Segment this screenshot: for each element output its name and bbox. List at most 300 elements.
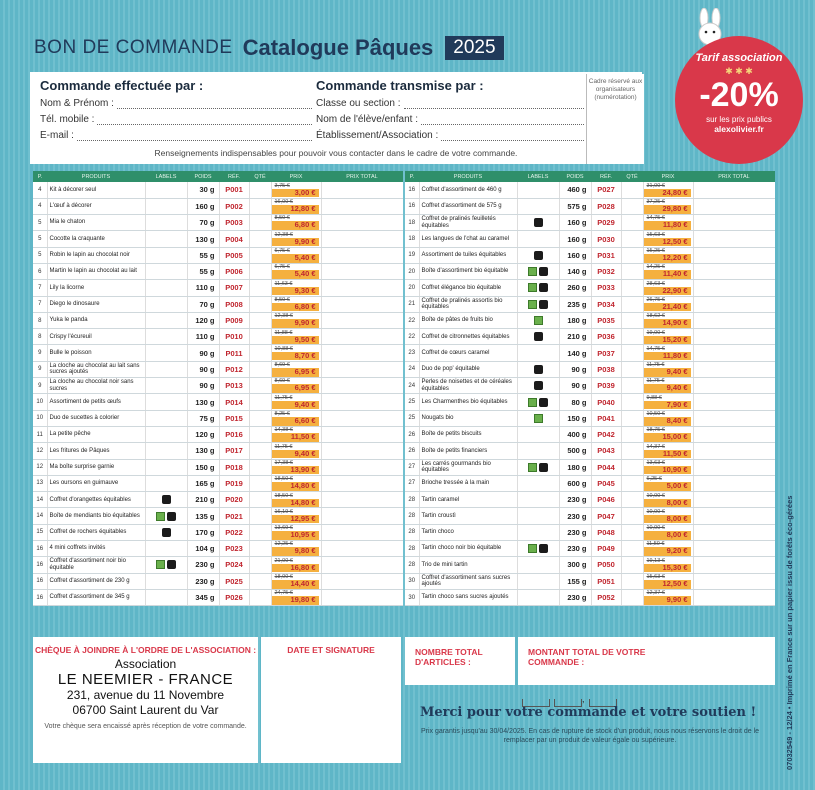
labels-cell (145, 329, 187, 345)
labels-cell (517, 378, 559, 394)
new-price: 6,95 € (272, 368, 319, 377)
name-field[interactable]: Nom & Prénom : (40, 98, 312, 109)
total-price-cell[interactable] (693, 541, 775, 557)
labels-cell (145, 475, 187, 491)
price-cell (643, 557, 693, 573)
total-price-cell[interactable] (693, 557, 775, 573)
page-number: 30 (405, 589, 419, 605)
table-row (405, 524, 775, 540)
school-field[interactable]: Établissement/Association : (316, 130, 584, 141)
table-row (33, 182, 403, 198)
date-signature-box[interactable] (261, 637, 401, 763)
total-price-cell[interactable] (321, 573, 403, 589)
old-price: 13,69 € (274, 525, 293, 532)
total-price-cell[interactable] (321, 589, 403, 605)
new-price: 9,30 € (272, 287, 319, 296)
quantity-cell[interactable] (621, 524, 643, 540)
page-number: 27 (405, 475, 419, 491)
old-price: 26,75 € (646, 296, 665, 303)
product-name: Boîte de mendiants bio équitables (47, 508, 145, 524)
product-weight: 130 g (187, 394, 219, 410)
quantity-cell[interactable] (621, 541, 643, 557)
quantity-cell[interactable] (249, 394, 271, 410)
old-price: 12,25 € (274, 541, 293, 548)
badge-title: Tarif association (695, 52, 783, 64)
column-header: PRIX (271, 171, 321, 182)
quantity-cell[interactable] (249, 508, 271, 524)
price-cell (271, 361, 321, 377)
labels-cell (517, 198, 559, 214)
old-price: 21,00 € (274, 557, 293, 564)
total-price-cell[interactable] (321, 312, 403, 328)
title-year: 2025 (445, 36, 503, 60)
table-row (405, 296, 775, 312)
total-price-cell[interactable] (321, 394, 403, 410)
quantity-cell[interactable] (621, 410, 643, 426)
labels-cell (145, 492, 187, 508)
labels-cell (145, 345, 187, 361)
labels-cell (517, 589, 559, 605)
product-ref: P032 (591, 263, 621, 279)
quantity-cell[interactable] (621, 426, 643, 442)
labels-cell (145, 215, 187, 231)
quantity-cell[interactable] (621, 361, 643, 377)
old-price: 10,50 € (646, 411, 665, 418)
table-row (33, 296, 403, 312)
total-price-cell[interactable] (693, 459, 775, 475)
total-price-cell[interactable] (693, 492, 775, 508)
new-price: 22,90 € (644, 287, 691, 296)
product-ref: P008 (219, 296, 249, 312)
old-price: 18,75 € (646, 427, 665, 434)
total-price-cell[interactable] (321, 215, 403, 231)
quantity-cell[interactable] (621, 312, 643, 328)
total-price-cell[interactable] (321, 361, 403, 377)
new-price: 6,80 € (272, 303, 319, 312)
total-articles-box[interactable] (405, 637, 515, 685)
quantity-cell[interactable] (621, 215, 643, 231)
total-price-cell[interactable] (321, 410, 403, 426)
product-weight: 230 g (559, 524, 591, 540)
total-price-cell[interactable] (693, 378, 775, 394)
product-name: Tartin choco (419, 524, 517, 540)
labels-cell (145, 541, 187, 557)
product-ref: P021 (219, 508, 249, 524)
labels-cell (145, 247, 187, 263)
ordered-by-heading: Commande effectuée par : (40, 78, 204, 93)
fairtrade-label-icon (539, 267, 548, 276)
product-ref: P033 (591, 280, 621, 296)
total-price-cell[interactable] (321, 329, 403, 345)
product-name: Les oursons en guimauve (47, 475, 145, 491)
product-ref: P048 (591, 524, 621, 540)
new-price: 12,80 € (272, 205, 319, 214)
new-price: 8,70 € (272, 352, 319, 361)
total-price-cell[interactable] (693, 508, 775, 524)
quantity-cell[interactable] (621, 557, 643, 573)
page-number: 18 (405, 215, 419, 231)
total-price-cell[interactable] (321, 541, 403, 557)
quantity-cell[interactable] (249, 589, 271, 605)
labels-cell (517, 426, 559, 442)
total-price-cell[interactable] (321, 524, 403, 540)
table-row (33, 231, 403, 247)
total-price-cell[interactable] (693, 198, 775, 214)
page-number: 25 (405, 410, 419, 426)
product-ref: P045 (591, 475, 621, 491)
product-weight: 180 g (559, 459, 591, 475)
new-price: 11,50 € (272, 433, 319, 442)
fairtrade-label-icon (539, 463, 548, 472)
product-name: Les Charmenthes bio équitables (419, 394, 517, 410)
old-price: 10,88 € (274, 345, 293, 352)
product-weight: 150 g (559, 410, 591, 426)
product-weight: 90 g (187, 378, 219, 394)
new-price: 8,00 € (644, 515, 691, 524)
new-price: 9,20 € (644, 547, 691, 556)
labels-cell (145, 182, 187, 198)
price-cell (271, 182, 321, 198)
total-price-cell[interactable] (321, 459, 403, 475)
price-cell (643, 280, 693, 296)
table-row (405, 394, 775, 410)
product-name: Assortiment de petits œufs (47, 394, 145, 410)
new-price: 6,80 € (272, 221, 319, 230)
table-row (405, 459, 775, 475)
labels-cell (517, 182, 559, 198)
product-name: Assortiment de tuiles équitables (419, 247, 517, 263)
total-price-cell[interactable] (321, 378, 403, 394)
quantity-cell[interactable] (621, 329, 643, 345)
total-price-cell[interactable] (693, 524, 775, 540)
total-price-cell[interactable] (693, 361, 775, 377)
product-ref: P050 (591, 557, 621, 573)
total-price-cell[interactable] (693, 182, 775, 198)
total-price-cell[interactable] (693, 296, 775, 312)
total-price-cell[interactable] (693, 263, 775, 279)
quantity-cell[interactable] (621, 459, 643, 475)
labels-cell (517, 263, 559, 279)
product-name: Coffret de rochers équitables (47, 524, 145, 540)
discount-badge (675, 36, 803, 164)
organic-label-icon (528, 300, 537, 309)
quantity-cell[interactable] (249, 378, 271, 394)
new-price: 9,90 € (272, 319, 319, 328)
cheque-address-2: 06700 Saint Laurent du Var (72, 703, 219, 717)
fairtrade-label-icon (539, 398, 548, 407)
old-price: 6,25 € (646, 476, 662, 483)
quantity-cell[interactable] (621, 378, 643, 394)
quantity-cell[interactable] (249, 573, 271, 589)
product-name: Les langues de l'chat au caramel (419, 231, 517, 247)
labels-cell (145, 394, 187, 410)
transmitted-by-heading: Commande transmise par : (316, 78, 484, 93)
page-number: 18 (405, 231, 419, 247)
product-weight: 300 g (559, 557, 591, 573)
product-ref: P026 (219, 589, 249, 605)
product-ref: P029 (591, 215, 621, 231)
quantity-cell[interactable] (249, 231, 271, 247)
product-ref: P019 (219, 475, 249, 491)
labels-cell (517, 312, 559, 328)
total-price-cell[interactable] (321, 231, 403, 247)
total-price-cell[interactable] (321, 296, 403, 312)
old-price: 19,00 € (646, 329, 665, 336)
product-name: Boîte d'assortiment bio équitable (419, 263, 517, 279)
product-ref: P016 (219, 426, 249, 442)
total-price-cell[interactable] (693, 394, 775, 410)
quantity-cell[interactable] (249, 280, 271, 296)
quantity-cell[interactable] (621, 345, 643, 361)
total-price-cell[interactable] (321, 443, 403, 459)
page-number: 25 (405, 394, 419, 410)
organic-label-icon (528, 463, 537, 472)
product-ref: P027 (591, 182, 621, 198)
product-ref: P051 (591, 573, 621, 589)
page-number: 10 (33, 410, 47, 426)
new-price: 6,95 € (272, 384, 319, 393)
total-price-cell[interactable] (693, 247, 775, 263)
old-price: 8,69 € (274, 378, 290, 385)
quantity-cell[interactable] (621, 296, 643, 312)
table-row (33, 524, 403, 540)
cheque-address-1: 231, avenue du 11 Novembre (66, 688, 225, 702)
page-number: 28 (405, 508, 419, 524)
organic-label-icon (528, 544, 537, 553)
table-row (405, 345, 775, 361)
page-number: 7 (33, 280, 47, 296)
quantity-cell[interactable] (249, 296, 271, 312)
total-amount-box[interactable] (518, 637, 775, 704)
table-row (405, 215, 775, 231)
total-price-cell[interactable] (321, 557, 403, 573)
price-cell (271, 345, 321, 361)
table-header (405, 171, 775, 182)
quantity-cell[interactable] (249, 475, 271, 491)
quantity-cell[interactable] (249, 557, 271, 573)
price-cell (271, 198, 321, 214)
total-price-cell[interactable] (693, 231, 775, 247)
new-price: 14,80 € (272, 482, 319, 491)
student-field[interactable]: Nom de l'élève/enfant : (316, 114, 584, 125)
price-cell (643, 443, 693, 459)
phone-field[interactable]: Tél. mobile : (40, 114, 312, 125)
total-price-cell[interactable] (321, 247, 403, 263)
total-price-cell[interactable] (321, 182, 403, 198)
quantity-cell[interactable] (249, 410, 271, 426)
quantity-cell[interactable] (249, 459, 271, 475)
quantity-cell[interactable] (621, 475, 643, 491)
page-number: 9 (33, 361, 47, 377)
quantity-cell[interactable] (621, 280, 643, 296)
product-weight: 600 g (559, 475, 591, 491)
total-price-cell[interactable] (321, 280, 403, 296)
column-header: PRODUITS (419, 171, 517, 182)
product-weight: 135 g (187, 508, 219, 524)
quantity-cell[interactable] (621, 589, 643, 605)
total-price-cell[interactable] (693, 280, 775, 296)
labels-cell (517, 524, 559, 540)
quantity-cell[interactable] (249, 312, 271, 328)
price-cell (271, 508, 321, 524)
quantity-cell[interactable] (249, 443, 271, 459)
product-weight: 345 g (187, 589, 219, 605)
price-cell (271, 524, 321, 540)
page-number: 28 (405, 557, 419, 573)
product-weight: 75 g (187, 410, 219, 426)
price-cell (643, 475, 693, 491)
column-header: QTÉ (249, 171, 271, 182)
old-price: 10,00 € (646, 525, 665, 532)
old-price: 14,38 € (274, 427, 293, 434)
product-name: Coffret de pralinés feuilletés équitables (419, 215, 517, 231)
quantity-cell[interactable] (249, 345, 271, 361)
quantity-cell[interactable] (249, 329, 271, 345)
price-cell (643, 361, 693, 377)
organic-label-icon (528, 398, 537, 407)
labels-cell (145, 557, 187, 573)
labels-cell (517, 557, 559, 573)
total-price-cell[interactable] (321, 198, 403, 214)
product-ref: P003 (219, 215, 249, 231)
total-price-cell[interactable] (321, 475, 403, 491)
table-row (405, 589, 775, 605)
class-field[interactable]: Classe ou section : (316, 98, 584, 109)
product-weight: 160 g (559, 215, 591, 231)
quantity-cell[interactable] (621, 231, 643, 247)
price-cell (271, 443, 321, 459)
product-weight: 500 g (559, 443, 591, 459)
table-row (33, 443, 403, 459)
total-price-cell[interactable] (693, 573, 775, 589)
product-ref: P023 (219, 541, 249, 557)
page-number: 19 (405, 247, 419, 263)
total-price-cell[interactable] (693, 329, 775, 345)
quantity-cell[interactable] (621, 247, 643, 263)
total-price-cell[interactable] (321, 508, 403, 524)
total-price-cell[interactable] (693, 443, 775, 459)
table-row (405, 475, 775, 491)
email-field[interactable]: E-mail : (40, 130, 312, 141)
price-cell (271, 263, 321, 279)
new-price: 16,80 € (272, 564, 319, 573)
table-row (405, 557, 775, 573)
total-price-cell[interactable] (321, 492, 403, 508)
quantity-cell[interactable] (249, 263, 271, 279)
cheque-assoc: Association (114, 657, 177, 671)
quantity-cell[interactable] (621, 492, 643, 508)
old-price: 37,25 € (646, 199, 665, 206)
price-cell (271, 280, 321, 296)
price-cell (271, 378, 321, 394)
price-cell (643, 541, 693, 557)
labels-cell (517, 247, 559, 263)
product-name: Crispy l'écureuil (47, 329, 145, 345)
new-price: 12,20 € (644, 254, 691, 263)
column-header: P. (33, 171, 47, 182)
product-ref: P010 (219, 329, 249, 345)
total-price-cell[interactable] (693, 426, 775, 442)
new-price: 15,30 € (644, 564, 691, 573)
quantity-cell[interactable] (249, 182, 271, 198)
table-row (405, 329, 775, 345)
page-number: 10 (33, 394, 47, 410)
table-row (405, 426, 775, 442)
table-row (33, 475, 403, 491)
total-price-cell[interactable] (693, 215, 775, 231)
quantity-cell[interactable] (621, 198, 643, 214)
page-number: 28 (405, 541, 419, 557)
table-row (33, 589, 403, 605)
new-price: 9,40 € (272, 450, 319, 459)
quantity-cell[interactable] (249, 524, 271, 540)
total-price-cell[interactable] (693, 410, 775, 426)
total-price-cell[interactable] (693, 589, 775, 605)
table-row (33, 378, 403, 394)
product-weight: 150 g (187, 459, 219, 475)
page-number: 14 (33, 492, 47, 508)
quantity-cell[interactable] (621, 182, 643, 198)
quantity-cell[interactable] (249, 361, 271, 377)
thanks-message: Merci pour votre commande et votre soutien ! (420, 705, 757, 720)
fairtrade-label-icon (539, 300, 548, 309)
quantity-cell[interactable] (249, 541, 271, 557)
quantity-cell[interactable] (621, 573, 643, 589)
page-title (34, 34, 504, 62)
product-name: Boîte de pâtes de fruits bio (419, 312, 517, 328)
product-name: Duo de sucettes à colorier (47, 410, 145, 426)
quantity-cell[interactable] (621, 394, 643, 410)
customer-info-box (30, 72, 642, 164)
quantity-cell[interactable] (249, 215, 271, 231)
total-price-cell[interactable] (321, 345, 403, 361)
product-name: Coffret d'orangettes équitables (47, 492, 145, 508)
quantity-cell[interactable] (249, 492, 271, 508)
fairtrade-label-icon (534, 332, 543, 341)
total-price-cell[interactable] (693, 475, 775, 491)
product-weight: 160 g (559, 247, 591, 263)
labels-cell (517, 475, 559, 491)
labels-cell (145, 312, 187, 328)
old-price: 9,88 € (646, 394, 662, 401)
column-header: QTÉ (621, 171, 643, 182)
price-cell (643, 198, 693, 214)
product-ref: P036 (591, 329, 621, 345)
quantity-cell[interactable] (621, 263, 643, 279)
total-price-cell[interactable] (693, 312, 775, 328)
old-price: 17,38 € (274, 459, 293, 466)
total-price-cell[interactable] (321, 263, 403, 279)
table-row (405, 508, 775, 524)
column-header: POIDS (559, 171, 591, 182)
quantity-cell[interactable] (249, 198, 271, 214)
quantity-cell[interactable] (621, 443, 643, 459)
old-price: 18,50 € (274, 492, 293, 499)
quantity-cell[interactable] (249, 247, 271, 263)
quantity-cell[interactable] (621, 508, 643, 524)
product-weight: 230 g (559, 508, 591, 524)
total-price-cell[interactable] (321, 426, 403, 442)
old-price: 10,00 € (646, 492, 665, 499)
product-weight: 160 g (187, 198, 219, 214)
quantity-cell[interactable] (249, 426, 271, 442)
table-row (405, 198, 775, 214)
total-price-cell[interactable] (693, 345, 775, 361)
price-cell (643, 296, 693, 312)
new-price: 10,95 € (272, 531, 319, 540)
price-cell (271, 231, 321, 247)
cheque-box (33, 637, 258, 763)
